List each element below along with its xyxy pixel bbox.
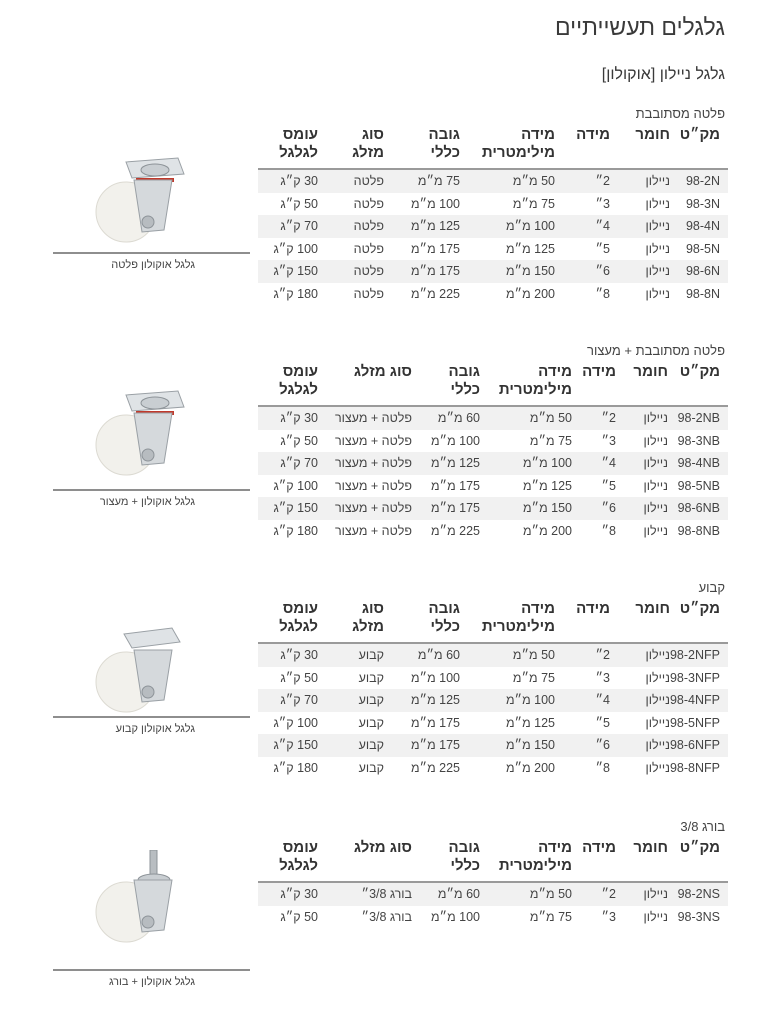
table-row: [258, 689, 728, 712]
cell-sku: 98-3NFP: [669, 670, 720, 685]
cell-fork-type: פלטה: [320, 260, 388, 283]
cell-sku: 98-5NB: [677, 478, 720, 493]
table-row: [258, 520, 728, 543]
cell-size-mm: 50 מ״מ: [468, 643, 563, 667]
table-row: [258, 712, 728, 735]
cell-total-height: 175 מ״מ: [416, 497, 488, 520]
column-header-fork-type: סוג מזלג: [320, 124, 388, 169]
column-header-size-mm: מידה מילימטרית: [488, 837, 580, 882]
cell-load: 30 ק״ג: [258, 882, 320, 906]
cell-total-height: 100 מ״מ: [410, 670, 460, 685]
column-header-load: עומס לגלגל: [258, 837, 320, 882]
product-table: [258, 361, 728, 542]
column-header-load: עומס לגלגל: [258, 361, 320, 406]
caster-wheel-icon: [88, 850, 198, 945]
cell-load: 30 ק״ג: [258, 643, 320, 667]
column-header-fork-type: סוג מזלג: [320, 598, 388, 643]
cell-size-mm: 125 מ״מ: [505, 241, 555, 256]
cell-sku: 98-3NS: [677, 909, 720, 924]
table-row: [258, 215, 728, 238]
cell-load: 30 ק״ג: [258, 406, 320, 430]
cell-load: 180 ק״ג: [273, 523, 318, 538]
cell-size-mm: 100 מ״מ: [468, 215, 563, 238]
cell-total-height: 175 מ״מ: [410, 241, 460, 256]
cell-load: 70 ק״ג: [258, 452, 320, 475]
cell-material: ניילון: [645, 196, 670, 211]
cell-fork-type: פלטה: [320, 215, 388, 238]
cell-total-height: 175 מ״מ: [388, 734, 468, 757]
cell-fork-type: קבוע: [358, 670, 384, 685]
cell-size-mm: 200 מ״מ: [522, 523, 572, 538]
cell-total-height: 100 מ״מ: [430, 909, 480, 924]
column-header-sku: מק״ט: [678, 598, 728, 643]
cell-load: 70 ק״ג: [258, 215, 320, 238]
image-caption: גלגל אוקולון + בורג: [109, 976, 195, 988]
cell-load: 70 ק״ג: [258, 689, 320, 712]
cell-size-mm: 75 מ״מ: [529, 909, 572, 924]
cell-material: ניילון: [624, 497, 676, 520]
column-header-sku: מק״ט: [676, 361, 728, 406]
table-row: [258, 238, 728, 261]
table-row: [258, 475, 728, 498]
cell-size-mm: 50 מ״מ: [488, 882, 580, 906]
table-row: [258, 430, 728, 453]
cell-size-inch: 5״: [595, 715, 610, 730]
cell-total-height: 100 מ״מ: [430, 433, 480, 448]
cell-size-mm: 100 מ״מ: [468, 689, 563, 712]
section-title: בורג 3/8: [680, 819, 725, 834]
table-row: [258, 667, 728, 690]
column-header-sku: מק״ט: [678, 124, 728, 169]
cell-sku: 98-2NFP: [678, 643, 728, 667]
cell-fork-type: קבוע: [320, 689, 388, 712]
cell-material: ניילון: [618, 260, 678, 283]
cell-sku: 98-4NFP: [678, 689, 728, 712]
cell-size-inch: 6״: [563, 734, 618, 757]
cell-size-inch: 5״: [595, 241, 610, 256]
cell-material: ניילון: [624, 882, 676, 906]
product-table: [258, 598, 728, 779]
cell-size-inch: 2״: [580, 882, 624, 906]
cell-sku: 98-2N: [678, 169, 728, 193]
product-table: [258, 837, 728, 928]
cell-total-height: 125 מ״מ: [416, 452, 488, 475]
image-caption: גלגל אוקולון פלטה: [111, 259, 195, 271]
cell-material: ניילון: [618, 643, 678, 667]
caster-wheel-icon: [88, 150, 198, 245]
cell-size-mm: 75 מ״מ: [512, 670, 555, 685]
cell-size-inch: 4״: [563, 215, 618, 238]
cell-material: ניילון: [645, 241, 670, 256]
cell-material: ניילון: [618, 215, 678, 238]
cell-material: ניילון: [643, 433, 668, 448]
table-row: [258, 757, 728, 780]
cell-load: 150 ק״ג: [258, 497, 320, 520]
cell-fork-type: פלטה + מעצור: [334, 523, 412, 538]
caster-wheel-icon: [88, 383, 198, 478]
cell-load: 50 ק״ג: [280, 433, 318, 448]
cell-material: ניילון: [624, 406, 676, 430]
cell-total-height: 225 מ״מ: [410, 760, 460, 775]
table-header-row: [258, 837, 728, 882]
cell-sku: 98-5N: [685, 241, 720, 256]
cell-fork-type: קבוע: [358, 715, 384, 730]
table-row: [258, 497, 728, 520]
column-header-fork-type: סוג מזלג: [320, 837, 416, 882]
cell-material: ניילון: [645, 286, 670, 301]
cell-size-inch: 5״: [601, 478, 616, 493]
cell-sku: 98-4NB: [676, 452, 728, 475]
cell-total-height: 75 מ״מ: [388, 169, 468, 193]
column-header-material: חומר: [618, 124, 678, 169]
cell-sku: 98-2NB: [676, 406, 728, 430]
cell-material: ניילון: [645, 670, 670, 685]
table-header-row: [258, 361, 728, 406]
cell-material: ניילון: [645, 760, 670, 775]
column-header-size-mm: מידה מילימטרית: [488, 361, 580, 406]
caption-divider: [53, 489, 250, 491]
cell-material: ניילון: [618, 734, 678, 757]
table-row: [258, 169, 728, 193]
cell-fork-type: פלטה + מעצור: [320, 497, 416, 520]
caster-wheel-icon: [88, 620, 198, 715]
column-header-total-height: גובה כללי: [416, 837, 488, 882]
cell-size-mm: 150 מ״מ: [488, 497, 580, 520]
cell-load: 180 ק״ג: [273, 286, 318, 301]
cell-size-mm: 125 מ״מ: [505, 715, 555, 730]
cell-size-mm: 125 מ״מ: [522, 478, 572, 493]
page-title: גלגלים תעשייתיים: [554, 14, 725, 40]
column-header-fork-type: סוג מזלג: [320, 361, 416, 406]
caption-divider: [53, 252, 250, 254]
cell-fork-type: פלטה: [320, 169, 388, 193]
cell-load: 50 ק״ג: [280, 196, 318, 211]
cell-total-height: 125 מ״מ: [388, 689, 468, 712]
cell-size-inch: 4״: [563, 689, 618, 712]
image-caption: גלגל אוקולון + מעצור: [99, 496, 195, 508]
page-subtitle: גלגל ניילון [אוקולון]: [601, 66, 725, 83]
column-header-total-height: גובה כללי: [416, 361, 488, 406]
cell-fork-type: פלטה: [353, 196, 384, 211]
cell-size-mm: 150 מ״מ: [468, 734, 563, 757]
column-header-size-inch: מידה: [563, 124, 618, 169]
cell-material: ניילון: [618, 689, 678, 712]
column-header-total-height: גובה כללי: [388, 124, 468, 169]
column-header-load: עומס לגלגל: [258, 124, 320, 169]
cell-size-inch: 8״: [595, 286, 610, 301]
cell-sku: 98-6NFP: [678, 734, 728, 757]
cell-size-inch: 8״: [595, 760, 610, 775]
cell-load: 50 ק״ג: [280, 670, 318, 685]
caption-divider: [53, 716, 250, 718]
cell-fork-type: פלטה: [353, 286, 384, 301]
cell-size-inch: 6״: [563, 260, 618, 283]
cell-size-inch: 3״: [601, 433, 616, 448]
cell-sku: 98-8N: [685, 286, 720, 301]
cell-total-height: 60 מ״מ: [416, 406, 488, 430]
cell-fork-type: פלטה: [353, 241, 384, 256]
column-header-total-height: גובה כללי: [388, 598, 468, 643]
cell-sku: 98-6NB: [676, 497, 728, 520]
table-row: [258, 406, 728, 430]
section-title: קבוע: [698, 580, 725, 595]
cell-total-height: 175 מ״מ: [410, 715, 460, 730]
cell-size-inch: 3״: [595, 196, 610, 211]
cell-fork-type: קבוע: [320, 643, 388, 667]
cell-size-inch: 6״: [580, 497, 624, 520]
cell-size-mm: 150 מ״מ: [468, 260, 563, 283]
cell-sku: 98-8NFP: [669, 760, 720, 775]
cell-fork-type: קבוע: [358, 760, 384, 775]
cell-material: ניילון: [618, 169, 678, 193]
cell-total-height: 175 מ״מ: [388, 260, 468, 283]
cell-fork-type: בורג 3/8״: [361, 909, 412, 924]
image-caption: גלגל אוקולון קבוע: [115, 723, 195, 735]
cell-fork-type: בורג 3/8״: [320, 882, 416, 906]
cell-size-inch: 3״: [601, 909, 616, 924]
cell-fork-type: קבוע: [320, 734, 388, 757]
column-header-size-inch: מידה: [563, 598, 618, 643]
cell-total-height: 100 מ״מ: [410, 196, 460, 211]
table-row: [258, 283, 728, 306]
section-title: פלטה מסתובבת: [635, 106, 725, 121]
cell-fork-type: פלטה + מעצור: [334, 478, 412, 493]
cell-size-mm: 75 מ״מ: [512, 196, 555, 211]
cell-total-height: 60 מ״מ: [416, 882, 488, 906]
section-title: פלטה מסתובבת + מעצור: [587, 343, 725, 358]
column-header-load: עומס לגלגל: [258, 598, 320, 643]
cell-load: 100 ק״ג: [273, 241, 318, 256]
column-header-material: חומר: [624, 361, 676, 406]
table-row: [258, 882, 728, 906]
cell-load: 150 ק״ג: [258, 734, 320, 757]
cell-material: ניילון: [643, 909, 668, 924]
cell-total-height: 175 מ״מ: [430, 478, 480, 493]
table-row: [258, 452, 728, 475]
cell-load: 180 ק״ג: [273, 760, 318, 775]
table-row: [258, 734, 728, 757]
column-header-size-mm: מידה מילימטרית: [468, 124, 563, 169]
cell-load: 100 ק״ג: [273, 478, 318, 493]
cell-size-inch: 3״: [595, 670, 610, 685]
table-row: [258, 906, 728, 929]
cell-material: ניילון: [643, 523, 668, 538]
cell-size-mm: 200 מ״מ: [505, 286, 555, 301]
cell-total-height: 125 מ״מ: [388, 215, 468, 238]
column-header-sku: מק״ט: [676, 837, 728, 882]
column-header-size-inch: מידה: [580, 837, 624, 882]
cell-sku: 98-8NB: [677, 523, 720, 538]
cell-sku: 98-3NB: [677, 433, 720, 448]
cell-sku: 98-5NFP: [669, 715, 720, 730]
cell-material: ניילון: [645, 715, 670, 730]
cell-size-inch: 2״: [563, 643, 618, 667]
cell-total-height: 225 מ״מ: [410, 286, 460, 301]
cell-size-inch: 4״: [580, 452, 624, 475]
cell-total-height: 60 מ״מ: [388, 643, 468, 667]
table-row: [258, 193, 728, 216]
cell-size-mm: 50 מ״מ: [468, 169, 563, 193]
cell-size-mm: 50 מ״מ: [488, 406, 580, 430]
table-header-row: [258, 124, 728, 169]
cell-total-height: 225 מ״מ: [430, 523, 480, 538]
table-row: [258, 643, 728, 667]
column-header-material: חומר: [618, 598, 678, 643]
table-row: [258, 260, 728, 283]
cell-fork-type: פלטה + מעצור: [320, 406, 416, 430]
cell-size-inch: 8״: [601, 523, 616, 538]
column-header-size-inch: מידה: [580, 361, 624, 406]
cell-load: 30 ק״ג: [258, 169, 320, 193]
product-table: [258, 124, 728, 305]
cell-sku: 98-4N: [678, 215, 728, 238]
cell-material: ניילון: [643, 478, 668, 493]
cell-sku: 98-3N: [685, 196, 720, 211]
cell-sku: 98-6N: [678, 260, 728, 283]
cell-fork-type: פלטה + מעצור: [320, 452, 416, 475]
cell-size-mm: 200 מ״מ: [505, 760, 555, 775]
table-header-row: [258, 598, 728, 643]
cell-material: ניילון: [624, 452, 676, 475]
cell-size-mm: 100 מ״מ: [488, 452, 580, 475]
caption-divider: [53, 969, 250, 971]
cell-fork-type: פלטה + מעצור: [334, 433, 412, 448]
cell-size-inch: 2״: [580, 406, 624, 430]
cell-load: 50 ק״ג: [280, 909, 318, 924]
cell-load: 100 ק״ג: [273, 715, 318, 730]
cell-load: 150 ק״ג: [258, 260, 320, 283]
column-header-size-mm: מידה מילימטרית: [468, 598, 563, 643]
column-header-material: חומר: [624, 837, 676, 882]
cell-size-inch: 2״: [563, 169, 618, 193]
cell-sku: 98-2NS: [676, 882, 728, 906]
cell-size-mm: 75 מ״מ: [529, 433, 572, 448]
